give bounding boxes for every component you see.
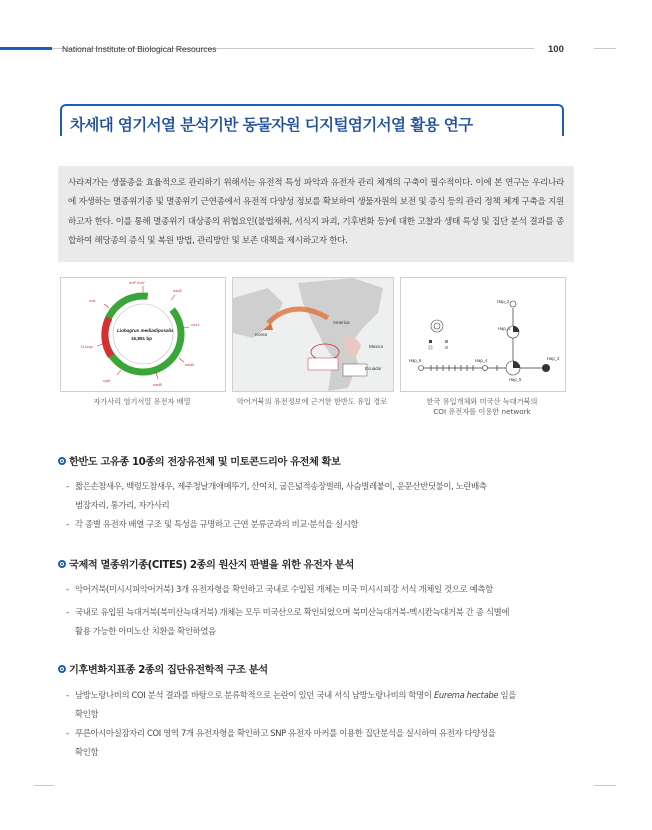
header-rule-right: [594, 48, 616, 49]
figure-3-caption-line1: 한국 유입개체와 미국산 늑대거북의: [426, 397, 538, 406]
hap-2-label: Hap_2: [497, 299, 510, 304]
figure-genome-map: [60, 277, 226, 392]
section-3-item-1-line1-post: 임을: [498, 690, 516, 700]
page-title: 차세대 염기서열 분석기반 동물자원 디지털염기서열 활용 연구: [70, 116, 473, 134]
section-1-item-1: - 짧은손참새우, 백령도참새우, 제주청날개애메뚜기, 산여치, 굽은넓적송장벌레, 사슴벌레붙이, 운문산반딧불이, 노란배측 범잠자리, 통가리, 자가사리: [66, 477, 566, 514]
svg-text:nad4: nad4: [185, 362, 194, 367]
footer-rule-left: [34, 785, 54, 786]
map-label-america: America: [333, 320, 350, 325]
figure-3-caption: [400, 397, 564, 417]
map-label-korea: Korea: [255, 332, 268, 337]
genome-length-label: 16,881 bp: [131, 336, 152, 341]
hap-6-label: Hap_6: [409, 358, 422, 363]
migration-map-graphic: [233, 278, 393, 391]
section-1-item-1-line2: 범잠자리, 통가리, 자가사리: [75, 499, 170, 510]
section-3-item-1: - 남방노랑나비의 COI 분석 결과를 바탕으로 분류학적으로 논란이 있던 국내 서식 남방노랑나비의 학명이 Eurema hectabe 임을 확인함: [66, 686, 566, 723]
figure-2-caption: 악어거북의 유전정보에 근거한 한반도 유입 경로: [236, 397, 388, 406]
map-label-ecuador: Ecuador: [365, 366, 382, 371]
section-2-item-2: - 국내로 유입된 늑대거북(북미산늑대거북) 개체는 모두 미국산으로 확인되었으며 북미산늑대거북-멕시칸늑대거북 간 종 식별에 활용 가능한 아미노산 치환을 확인하였음: [66, 603, 566, 640]
hap-4-label: Hap_4: [475, 358, 488, 363]
genome-map-graphic: [61, 278, 225, 391]
hap-1-label: Hap_1: [498, 326, 511, 331]
header-org: National Institute of Biological Resources: [62, 44, 217, 54]
section-1-title: 한반도 고유종 10종의 전장유전체 및 미토콘드리아 유전체 확보: [69, 457, 341, 468]
section-2-item-2-line1: 국내로 유입된 늑대거북(북미산늑대거북) 개체는 모두 미국산으로 확인되었으며 북미산늑대거북-멕시칸늑대거북 간 종 식별에: [75, 607, 510, 617]
figure-migration-map: [232, 277, 394, 392]
section-3-title: 기후변화지표종 2종의 집단유전학적 구조 분석: [69, 665, 268, 676]
figure-3-caption-line2: COI 유전자를 이용한 network: [433, 407, 531, 416]
hap-3-label: Hap_3: [547, 356, 560, 361]
section-3-item-1-line2: 확인함: [75, 708, 99, 719]
haplotype-network-graphic: [401, 278, 565, 391]
section-2-item-1: - 악어거북(미시시피악어거북) 3개 유전자형을 확인하고 국내로 수입된 개체는 미국 미시시피강 서식 개체일 것으로 예측함: [66, 584, 493, 594]
hap-5-label: Hap_5: [509, 377, 522, 382]
section-3-item-2-line1: 푸른아시아실잠자리 COI 영역 7개 유전자형을 확인하고 SNP 유전자 마커를 이용한 집단분석을 실시하여 유전자 다양성을: [75, 728, 496, 738]
section-1-item-2: - 각 종별 유전자 배열 구조 및 특성을 규명하고 근연 분류군과의 비교·분석을 실시함: [66, 519, 359, 529]
section-3-item-1-line1-pre: 남방노랑나비의 COI 분석 결과를 바탕으로 분류학적으로 논란이 있던 국내 서식 남방노랑나비의 학명이: [75, 690, 434, 700]
section-2-bullet-icon: [58, 560, 66, 568]
svg-text:cox1: cox1: [191, 322, 200, 327]
section-3-item-1-scientific-name: Eurema hectabe: [433, 690, 499, 700]
svg-text:nad5: nad5: [153, 382, 162, 387]
page-number: 100: [548, 44, 564, 55]
svg-text:rrnL: rrnL: [89, 298, 97, 303]
section-1-bullet-icon: [58, 457, 66, 465]
header-accent-bar: [0, 47, 52, 50]
section-1-item-1-line1: 짧은손참새우, 백령도참새우, 제주청날개애메뚜기, 산여치, 굽은넓적송장벌레, 사슴벌레붙이, 운문산반딧불이, 노란배측: [75, 481, 487, 491]
svg-text:D-loop: D-loop: [81, 344, 93, 349]
genome-species-label: Liobagrus mediadiposalis: [117, 328, 174, 333]
section-2-item-1-line1: 악어거북(미시시피악어거북) 3개 유전자형을 확인하고 국내로 수입된 개체는 미국 미시시피강 서식 개체일 것으로 예측함: [75, 584, 493, 594]
summary-text: 사라져가는 생물종을 효율적으로 관리하기 위해서는 유전적 특성 파악과 유전자 관리 체계의 구축이 필수적이다. 이에 본 연구는 우리나라에 자생하는 멸종위기종 및 멸종위기 근연종에서 유전적 다양성 정보를 확보하여 생물자원의 보전 및 증식 등의 관리 정책 체계 구축을 지원하고자 한다. 이를 통해 멸종위기 대상종의 위협요인(불법채취, 서식지 파괴, 기후변화 등)에 대한 고찰과 생태 특성 및 집단 분석 결과를 종합하여 해당종의 증식 및 복원 방법, 관리방안 및 보존 대책을 제시하고자 한다.: [68, 178, 564, 247]
svg-text:nad2: nad2: [173, 288, 182, 293]
map-label-mexico: Mexico: [369, 344, 384, 349]
section-3-item-2: - 푸른아시아실잠자리 COI 영역 7개 유전자형을 확인하고 SNP 유전자 마커를 이용한 집단분석을 실시하여 유전자 다양성을 확인함: [66, 724, 566, 761]
figure-haplotype-network: [400, 277, 566, 392]
figure-1-caption: 자가사리 염기서열 유전자 배열: [93, 397, 191, 406]
section-3-bullet-icon: [58, 665, 66, 673]
svg-text:cytb: cytb: [103, 378, 111, 383]
section-3-item-2-line2: 확인함: [75, 746, 99, 757]
section-2-item-2-line2: 활용 가능한 아미노산 치환을 확인하였음: [75, 625, 216, 636]
svg-text:trnF trnV: trnF trnV: [129, 280, 145, 285]
footer-rule-right: [594, 785, 616, 786]
section-1-item-2-line1: 각 종별 유전자 배열 구조 및 특성을 규명하고 근연 분류군과의 비교·분석을 실시함: [75, 519, 359, 529]
section-2-title: 국제적 멸종위기종(CITES) 2종의 원산지 판별을 위한 유전자 분석: [69, 560, 354, 571]
